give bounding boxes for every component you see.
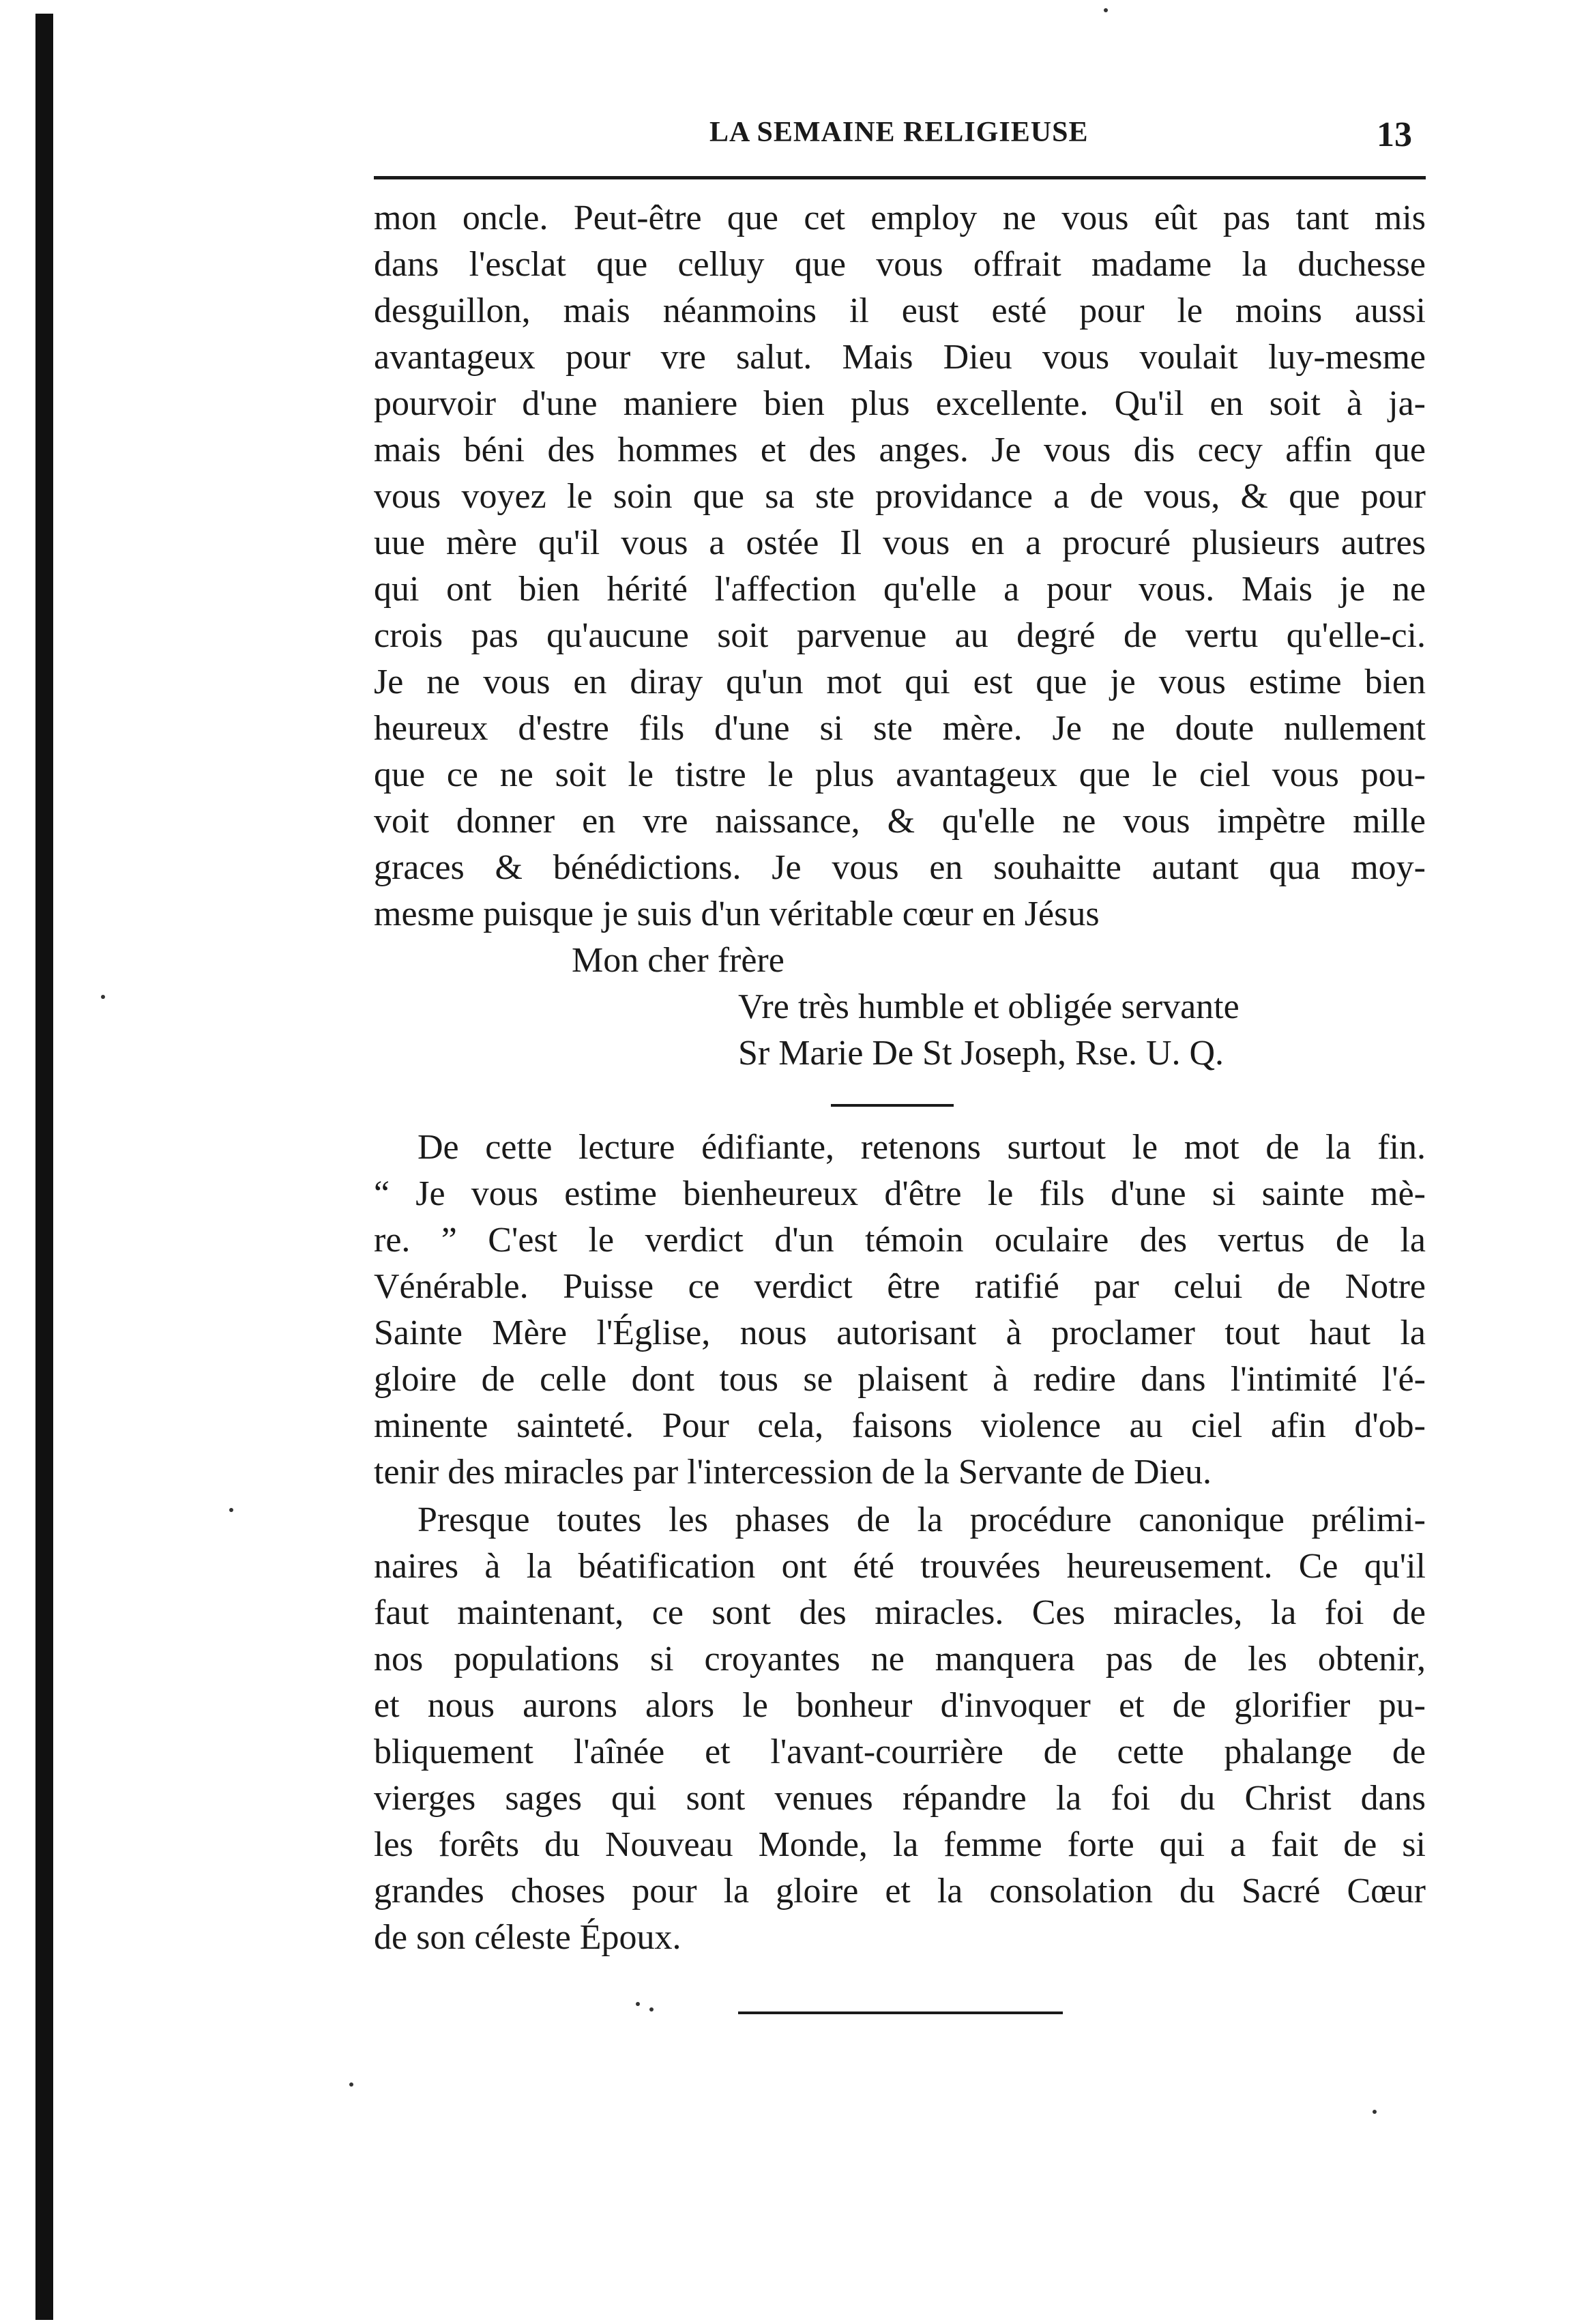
running-title: LA SEMAINE RELIGIEUSE	[709, 117, 1089, 148]
text-line: gloire de celle dont tous se plaisent à redire dans l'intimité l'é-	[374, 1360, 1426, 1399]
text-line: crois pas qu'aucune soit parvenue au degré de vertu qu'elle-ci.	[374, 616, 1426, 655]
text-line: dans l'esclat que celluy que vous offrait madame la duchesse	[374, 245, 1426, 284]
text-line: Vénérable. Puisse ce verdict être ratifié par celui de Notre	[374, 1267, 1426, 1306]
scan-speck	[349, 2082, 353, 2087]
text-line: grandes choses pour la gloire et la consolation du Sacré Cœur	[374, 1872, 1426, 1911]
letter-signoff: Vre très humble et obligée servante	[738, 987, 1240, 1026]
text-line: Presque toutes les phases de la procédure canonique prélimi-	[417, 1500, 1426, 1539]
text-line: uue mère qu'il vous a ostée Il vous en a procuré plusieurs autres	[374, 523, 1426, 562]
text-line: voit donner en vre naissance, & qu'elle ne vous impètre mille	[374, 802, 1426, 841]
text-line: mon oncle. Peut-être que cet employ ne vous eût pas tant mis	[374, 199, 1426, 237]
text-line: desguillon, mais néanmoins il eust esté pour le moins aussi	[374, 291, 1426, 330]
text-line: les forêts du Nouveau Monde, la femme forte qui a fait de si	[374, 1825, 1426, 1864]
text-line: minente sainteté. Pour cela, faisons violence au ciel afin d'ob-	[374, 1406, 1426, 1445]
text-line: heureux d'estre fils d'une si ste mère. Je ne doute nullement	[374, 709, 1426, 748]
text-line: faut maintenant, ce sont des miracles. Ces miracles, la foi de	[374, 1593, 1426, 1632]
text-line: et nous aurons alors le bonheur d'invoquer et de glorifier pu-	[374, 1686, 1426, 1725]
scan-speck	[229, 1508, 233, 1512]
text-line: qui ont bien hérité l'affection qu'elle a pour vous. Mais je ne	[374, 570, 1426, 609]
text-line: que ce ne soit le tistre le plus avantageux que le ciel vous pou-	[374, 755, 1426, 794]
text-line: mais béni des hommes et des anges. Je vous dis cecy affin que	[374, 431, 1426, 469]
text-line: pourvoir d'une maniere bien plus excellente. Qu'il en soit à ja-	[374, 384, 1426, 423]
scan-speck	[636, 2002, 640, 2006]
text-line: naires à la béatification ont été trouvées heureusement. Ce qu'il	[374, 1547, 1426, 1586]
text-line: Sainte Mère l'Église, nous autorisant à proclamer tout haut la	[374, 1313, 1426, 1352]
text-line: re. ” C'est le verdict d'un témoin oculaire des vertus de la	[374, 1221, 1426, 1260]
closing-rule	[738, 2011, 1063, 2014]
header-rule	[374, 176, 1426, 179]
letter-signature: Sr Marie De St Joseph, Rse. U. Q.	[738, 1034, 1224, 1073]
text-line: nos populations si croyantes ne manquera pas de les obtenir,	[374, 1640, 1426, 1679]
section-separator	[831, 1104, 954, 1107]
text-line: De cette lecture édifiante, retenons surtout le mot de la fin.	[417, 1128, 1426, 1167]
text-line: tenir des miracles par l'intercession de la Servante de Dieu.	[374, 1453, 1212, 1492]
text-line: bliquement l'aînée et l'avant-courrière de cette phalange de	[374, 1732, 1426, 1771]
text-line: vous voyez le soin que sa ste providance a de vous, & que pour	[374, 477, 1426, 516]
text-line: Je ne vous en diray qu'un mot qui est que je vous estime bien	[374, 663, 1426, 701]
scan-speck	[1373, 2110, 1377, 2114]
text-line: avantageux pour vre salut. Mais Dieu vous voulait luy-mesme	[374, 338, 1426, 377]
page-number: 13	[1377, 115, 1412, 154]
text-line: “ Je vous estime bienheureux d'être le fils d'une si sainte mè-	[374, 1174, 1426, 1213]
scan-speck	[649, 2007, 654, 2011]
scan-speck	[101, 995, 105, 999]
letter-salutation: Mon cher frère	[572, 941, 784, 980]
text-line: mesme puisque je suis d'un véritable cœur en Jésus	[374, 895, 1100, 933]
text-line: vierges sages qui sont venues répandre la foi du Christ dans	[374, 1779, 1426, 1818]
text-line: graces & bénédictions. Je vous en souhaitte autant qua moy-	[374, 848, 1426, 887]
text-line: de son céleste Époux.	[374, 1918, 681, 1957]
binding-edge	[35, 14, 53, 2320]
scan-speck	[1104, 8, 1108, 12]
